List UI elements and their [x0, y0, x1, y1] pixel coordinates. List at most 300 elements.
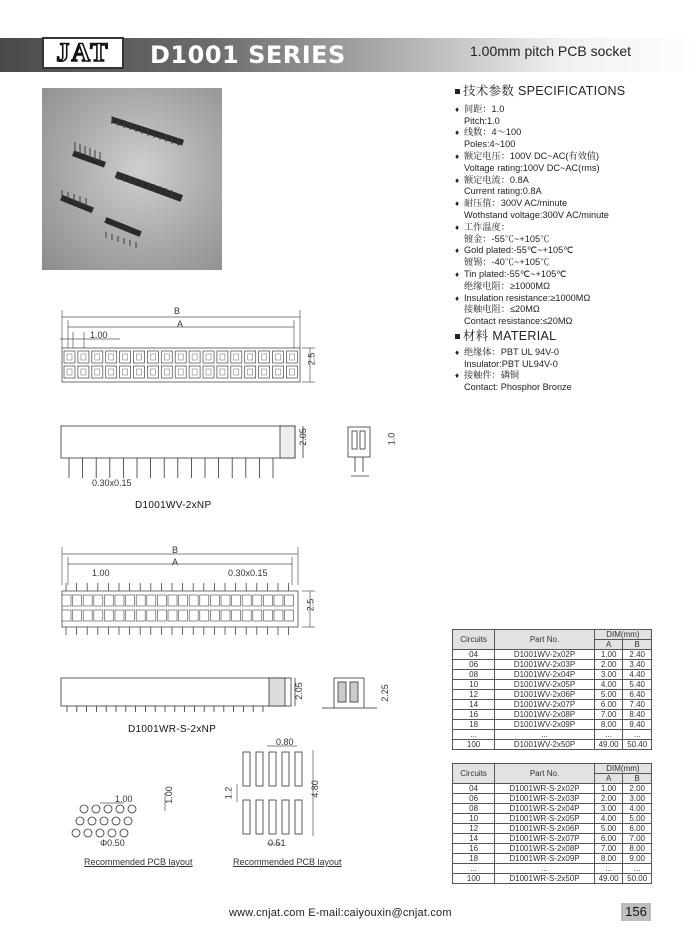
spec-voltage-en: Voltage rating:100V DC~AC(rms)	[464, 162, 600, 173]
table-cell: D1001WV-2x03P	[495, 660, 595, 670]
pin-cell	[179, 610, 188, 621]
pcb-pad	[269, 800, 276, 834]
pin-cell	[259, 351, 270, 363]
table-cell: ...	[594, 730, 623, 740]
col-a: A	[594, 640, 623, 650]
square-bullet-icon	[455, 89, 460, 94]
pin-cell	[147, 366, 158, 378]
pcb-pitch-a-label: 1.00	[115, 794, 133, 804]
pin-cell	[286, 366, 297, 378]
col-dim: DIM(mm)	[594, 630, 651, 640]
table-cell: ...	[623, 730, 652, 740]
pin-cell	[242, 595, 251, 606]
table-cell: 08	[453, 670, 495, 680]
pin-cell	[285, 595, 294, 606]
dim-b-label: B	[174, 306, 181, 316]
table-cell: 06	[453, 794, 495, 804]
pin-cell	[94, 595, 103, 606]
pin-cell	[263, 595, 272, 606]
pcb-pad	[243, 800, 250, 834]
diamond-bullet-icon: ♦	[455, 104, 460, 114]
pin-cell	[274, 610, 283, 621]
col-dim: DIM(mm)	[594, 764, 651, 774]
pcb-hole-grid	[72, 805, 136, 837]
spec-poles-en: Poles:4~100	[464, 139, 516, 150]
table-cell: 9.00	[623, 854, 652, 864]
pin-cell	[203, 366, 214, 378]
pin-cell	[210, 610, 219, 621]
pin-cell	[147, 595, 156, 606]
spec-item	[455, 245, 695, 257]
table-cell: ...	[495, 730, 595, 740]
pin-cell	[274, 595, 283, 606]
spec-current-cn: 额定电流：0.8A	[464, 174, 529, 185]
pcb-pitch-b-label: 1.00	[163, 786, 174, 804]
pin-cell	[104, 610, 113, 621]
pin-cell	[64, 351, 75, 363]
dim-b2-label: B	[172, 545, 179, 555]
table-cell: 3.00	[623, 794, 652, 804]
pin-cell	[273, 366, 284, 378]
table-cell: 2.00	[594, 660, 623, 670]
pin-cell	[168, 595, 177, 606]
table-row	[453, 834, 652, 844]
col-circuits: Circuits	[453, 764, 495, 784]
pin-cell	[189, 351, 200, 363]
table-cell: 5.00	[594, 824, 623, 834]
pin-cell	[232, 610, 241, 621]
dim-205-label: 2.05	[297, 428, 308, 446]
spec-item	[455, 175, 695, 187]
drawing-title-wr: D1001WR-S-2xNP	[128, 724, 217, 735]
spec-item	[455, 198, 695, 210]
pin-cell	[161, 366, 172, 378]
col-part-no: Part No.	[495, 630, 595, 650]
table-cell: 6.00	[594, 700, 623, 710]
specifications-heading-cn: 技术参数	[463, 84, 515, 98]
pin-cell	[286, 351, 297, 363]
pin-cell	[231, 351, 242, 363]
table-row	[453, 660, 652, 670]
wv-parts-table	[452, 629, 652, 750]
table-cell: 8.00	[623, 844, 652, 854]
diamond-bullet-icon: ♦	[455, 293, 460, 303]
table-cell: ...	[594, 864, 623, 874]
table-row	[453, 864, 652, 874]
side-pin-row	[67, 706, 263, 712]
pin-cell	[217, 366, 228, 378]
pin-cell	[245, 351, 256, 363]
table-cell: 04	[453, 784, 495, 794]
pin-cell	[161, 351, 172, 363]
dim-pin2-label: 0.30x0.15	[228, 568, 268, 578]
table-body	[453, 784, 652, 884]
table-cell: 5.40	[623, 680, 652, 690]
pcb-hole	[84, 829, 92, 837]
table-cell: D1001WV-2x02P	[495, 650, 595, 660]
dim-10-label: 1.0	[386, 432, 397, 446]
spec-item	[455, 370, 695, 382]
pcb-hole	[112, 817, 120, 825]
pcb-pad	[295, 800, 302, 834]
table-cell: 2.00	[623, 784, 652, 794]
table-cell: 7.00	[623, 834, 652, 844]
diamond-bullet-icon: ♦	[455, 222, 460, 232]
spec-temp-gold-en: Gold plated:-55℃~+105℃	[464, 245, 574, 256]
col-b: B	[623, 640, 652, 650]
table-row	[453, 720, 652, 730]
spec-item	[455, 347, 695, 359]
table-cell: D1001WV-2x08P	[495, 710, 595, 720]
table-cell: 10	[453, 680, 495, 690]
spec-item	[455, 151, 695, 163]
connector-illustration	[42, 88, 222, 270]
pin-cell	[94, 610, 103, 621]
pcb-480-label: 4.80	[309, 780, 320, 798]
spec-temp-tin-cn: 镀锡：-40℃~+105℃	[464, 257, 550, 268]
table-row	[453, 854, 652, 864]
table-cell: 3.00	[594, 670, 623, 680]
table-cell: D1001WR-S-2x02P	[495, 784, 595, 794]
diamond-bullet-icon: ♦	[455, 128, 460, 138]
table-cell: 4.00	[623, 804, 652, 814]
pin-cell	[189, 366, 200, 378]
pin-cell	[78, 351, 89, 363]
table-cell: 100	[453, 740, 495, 750]
table-cell: D1001WR-S-2x07P	[495, 834, 595, 844]
table-row	[453, 740, 652, 750]
pin-cell	[253, 595, 262, 606]
table-cell: D1001WR-S-2x06P	[495, 824, 595, 834]
specifications-panel	[455, 86, 695, 394]
spec-voltage-cn: 额定电压：100V DC~AC(有效值)	[464, 150, 600, 161]
table-cell: 8.40	[623, 710, 652, 720]
table-cell: 4.00	[594, 814, 623, 824]
table-cell: 7.40	[623, 700, 652, 710]
table-cell: 10	[453, 814, 495, 824]
table-row	[453, 700, 652, 710]
table-row	[453, 670, 652, 680]
col-part-no: Part No.	[495, 764, 595, 784]
pin-cell	[104, 595, 113, 606]
pcb-layout-caption-1: Recommended PCB layout	[84, 857, 193, 867]
table-row	[453, 710, 652, 720]
table-cell: ...	[453, 864, 495, 874]
pin-cell	[83, 610, 92, 621]
pin-cell	[64, 366, 75, 378]
table-cell: D1001WR-S-2x09P	[495, 854, 595, 864]
pcb-hole-label: Φ0.50	[100, 838, 125, 848]
spec-poles-cn: 线数：4～100	[464, 127, 522, 138]
table-cell: 50.40	[623, 740, 652, 750]
dim-pitch2-label: 1.00	[92, 568, 110, 578]
pcb-hole	[72, 829, 80, 837]
table-row	[453, 690, 652, 700]
table-cell: ...	[495, 864, 595, 874]
table-cell: D1001WV-2x05P	[495, 680, 595, 690]
table-cell: 12	[453, 824, 495, 834]
table-cell: 3.00	[594, 804, 623, 814]
table-cell: D1001WR-S-2x08P	[495, 844, 595, 854]
table-cell: 7.00	[594, 844, 623, 854]
material-contact-en: Contact: Phosphor Bronze	[464, 382, 572, 393]
pin-cell	[175, 351, 186, 363]
specifications-heading-en: SPECIFICATIONS	[517, 84, 626, 98]
diamond-bullet-icon: ♦	[455, 347, 460, 357]
pin-cell	[120, 366, 131, 378]
material-contact-cn: 接触件：磷铜	[464, 370, 520, 381]
spec-pitch-en: Pitch:1.0	[464, 115, 500, 126]
dim-pitch-label: 1.00	[90, 330, 108, 340]
page-subtitle: 1.00mm pitch PCB socket	[470, 43, 632, 59]
table-row	[453, 844, 652, 854]
table-cell: 6.00	[594, 834, 623, 844]
diamond-bullet-icon: ♦	[455, 175, 460, 185]
table-cell: 5.00	[623, 814, 652, 824]
pcb-pad	[282, 752, 289, 786]
spec-item	[455, 222, 695, 234]
pin-cell	[263, 610, 272, 621]
pcb-pad	[256, 752, 263, 786]
spec-item	[455, 269, 695, 281]
pin-cell	[245, 366, 256, 378]
table-cell: 49.00	[594, 740, 623, 750]
dim-225-label: 2.25	[379, 684, 390, 702]
product-photo	[42, 88, 222, 270]
table-cell: 14	[453, 834, 495, 844]
pcb-pad	[269, 752, 276, 786]
table-cell: 08	[453, 804, 495, 814]
pin-cell	[221, 610, 230, 621]
pcb-hole	[120, 829, 128, 837]
spec-item	[455, 127, 695, 139]
drawing-title-wv: D1001WV-2xNP	[135, 500, 212, 511]
dim-height-label: 2.5	[306, 352, 317, 366]
pin-cell	[189, 595, 198, 606]
table-row	[453, 794, 652, 804]
pin-cell-grid	[64, 351, 297, 378]
table-cell: 14	[453, 700, 495, 710]
pin-cell	[78, 366, 89, 378]
pin-cell	[136, 595, 145, 606]
pin-cell	[273, 351, 284, 363]
table-cell: 5.00	[594, 690, 623, 700]
pcb-hole	[80, 805, 88, 813]
pin-cell	[253, 610, 262, 621]
pcb-pad	[282, 800, 289, 834]
diamond-bullet-icon: ♦	[455, 151, 460, 161]
pin-cell	[189, 610, 198, 621]
table-row	[453, 874, 652, 884]
table-cell: D1001WV-2x07P	[495, 700, 595, 710]
pin-cell	[106, 366, 117, 378]
pin-cell	[62, 610, 71, 621]
table-cell: D1001WV-2x50P	[495, 740, 595, 750]
table-cell: 04	[453, 650, 495, 660]
pcb-hole	[92, 805, 100, 813]
table-cell: D1001WV-2x09P	[495, 720, 595, 730]
pcb-hole	[100, 817, 108, 825]
table-cell: D1001WR-S-2x05P	[495, 814, 595, 824]
table-cell: 16	[453, 844, 495, 854]
wv-top-view-drawing	[40, 308, 330, 388]
table-cell: 18	[453, 854, 495, 864]
pin-cell	[168, 610, 177, 621]
dim-205b-label: 2.05	[293, 682, 304, 700]
pcb-pad-grid	[243, 752, 302, 834]
pcb-hole	[108, 829, 116, 837]
table-body	[453, 650, 652, 750]
table-cell: D1001WR-S-2x03P	[495, 794, 595, 804]
pin-cell	[134, 366, 145, 378]
col-circuits: Circuits	[453, 630, 495, 650]
table-cell: 2.40	[623, 650, 652, 660]
table-row	[453, 650, 652, 660]
pin-cell	[259, 366, 270, 378]
diamond-bullet-icon: ♦	[455, 371, 460, 381]
dim-a-label: A	[177, 319, 184, 329]
table-cell: 50.00	[623, 874, 652, 884]
page-number: 156	[621, 903, 651, 921]
col-b: B	[623, 774, 652, 784]
material-insulator-cn: 绝缘体：PBT UL 94V-0	[464, 346, 559, 357]
spec-temp-tin-en: Tin plated:-55℃~+105℃	[464, 268, 567, 279]
table-cell: 9.40	[623, 720, 652, 730]
pin-cell	[200, 595, 209, 606]
spec-withstand-cn: 耐压值：300V AC/minute	[464, 198, 568, 209]
dim-pin-label: 0.30x0.15	[92, 478, 132, 488]
dim-a2-label: A	[172, 557, 179, 567]
material-heading-en: MATERIAL	[492, 328, 557, 343]
square-bullet-icon	[455, 334, 460, 339]
diamond-bullet-icon: ♦	[455, 246, 460, 256]
pin-cell	[134, 351, 145, 363]
table-row	[453, 784, 652, 794]
pin-cell	[203, 351, 214, 363]
pcb-051-label: 0.51	[268, 838, 286, 848]
table-row	[453, 814, 652, 824]
table-cell: 100	[453, 874, 495, 884]
spec-item	[455, 293, 695, 305]
pcb-hole	[96, 829, 104, 837]
pin-cell	[232, 595, 241, 606]
footer-contact: www.cnjat.com E-mail:caiyouxin@cnjat.com	[229, 907, 452, 919]
pin-cell	[73, 610, 82, 621]
table-cell: 3.40	[623, 660, 652, 670]
wr-side-view-drawing	[55, 672, 315, 717]
col-a: A	[594, 774, 623, 784]
pin-cell	[73, 595, 82, 606]
pin-cell	[179, 595, 188, 606]
dim-height2-label: 2.5	[305, 598, 316, 612]
pin-cell	[106, 351, 117, 363]
pcb-12-label: 1.2	[223, 786, 234, 800]
pcb-hole	[104, 805, 112, 813]
specifications-heading	[455, 86, 695, 98]
diamond-bullet-icon: ♦	[455, 269, 460, 279]
material-insulator-en: Insulator:PBT UL94V-0	[464, 358, 558, 369]
table-cell: 1.00	[594, 784, 623, 794]
pin-cell	[92, 351, 103, 363]
table-cell: 4.40	[623, 670, 652, 680]
pcb-pad	[256, 800, 263, 834]
jat-logo: JAT	[42, 37, 124, 69]
pcb-hole	[124, 817, 132, 825]
wv-end-view-drawing	[345, 424, 385, 484]
table-cell: D1001WV-2x04P	[495, 670, 595, 680]
pin-cell	[200, 610, 209, 621]
pcb-hole	[128, 805, 136, 813]
pcb-hole	[116, 805, 124, 813]
table-cell: 8.00	[594, 720, 623, 730]
pin-cell	[83, 595, 92, 606]
table-cell: 18	[453, 720, 495, 730]
spec-withstand-en: Wothstand voltage:300V AC/minute	[464, 209, 609, 220]
material-heading-cn: 材料	[463, 328, 489, 343]
table-row	[453, 824, 652, 834]
material-heading	[455, 328, 695, 343]
spec-item	[455, 104, 695, 116]
table-cell: ...	[623, 864, 652, 874]
table-cell: 6.40	[623, 690, 652, 700]
pcb-pad	[295, 752, 302, 786]
table-cell: 06	[453, 660, 495, 670]
pin-cell	[147, 610, 156, 621]
pin-cell	[92, 366, 103, 378]
pin-cell	[157, 610, 166, 621]
pcb-hole	[88, 817, 96, 825]
table-cell: 16	[453, 710, 495, 720]
pin-cell	[115, 610, 124, 621]
pin-cell	[147, 351, 158, 363]
table-cell: 49.00	[594, 874, 623, 884]
spec-contact-en: Contact resistance:≤20MΩ	[464, 316, 573, 327]
pcb-layout-caption-2: Recommended PCB layout	[233, 857, 342, 867]
table-cell: 8.00	[594, 854, 623, 864]
table-row	[453, 730, 652, 740]
pin-cell	[221, 595, 230, 606]
pcb-hole	[76, 817, 84, 825]
pin-cell	[242, 610, 251, 621]
table-cell: 12	[453, 690, 495, 700]
table-cell: 2.00	[594, 794, 623, 804]
pin-cell	[120, 351, 131, 363]
table-cell: 6.00	[623, 824, 652, 834]
pcb-080-label: 0.80	[276, 737, 294, 747]
pin-cell	[126, 595, 135, 606]
series-title: D1001 SERIES	[150, 41, 346, 69]
pin-cell	[136, 610, 145, 621]
wr-parts-table	[452, 763, 652, 884]
wr-top-view-drawing	[40, 545, 330, 635]
table-row	[453, 680, 652, 690]
pin-cell	[210, 595, 219, 606]
pin-cell	[62, 595, 71, 606]
pin-cell	[157, 595, 166, 606]
table-cell: D1001WR-S-2x50P	[495, 874, 595, 884]
table-cell: 1.00	[594, 650, 623, 660]
spec-insulation-en: Insulation resistance:≥1000MΩ	[464, 292, 591, 303]
pcb-pad	[243, 752, 250, 786]
table-cell: ...	[453, 730, 495, 740]
spec-pitch-cn: 间距：1.0	[464, 103, 505, 114]
spec-temp-label: 工作温度：	[464, 221, 510, 232]
table-row	[453, 804, 652, 814]
pin-cell	[175, 366, 186, 378]
diamond-bullet-icon: ♦	[455, 199, 460, 209]
spec-current-en: Current rating:0.8A	[464, 186, 542, 197]
pin-cell	[231, 366, 242, 378]
